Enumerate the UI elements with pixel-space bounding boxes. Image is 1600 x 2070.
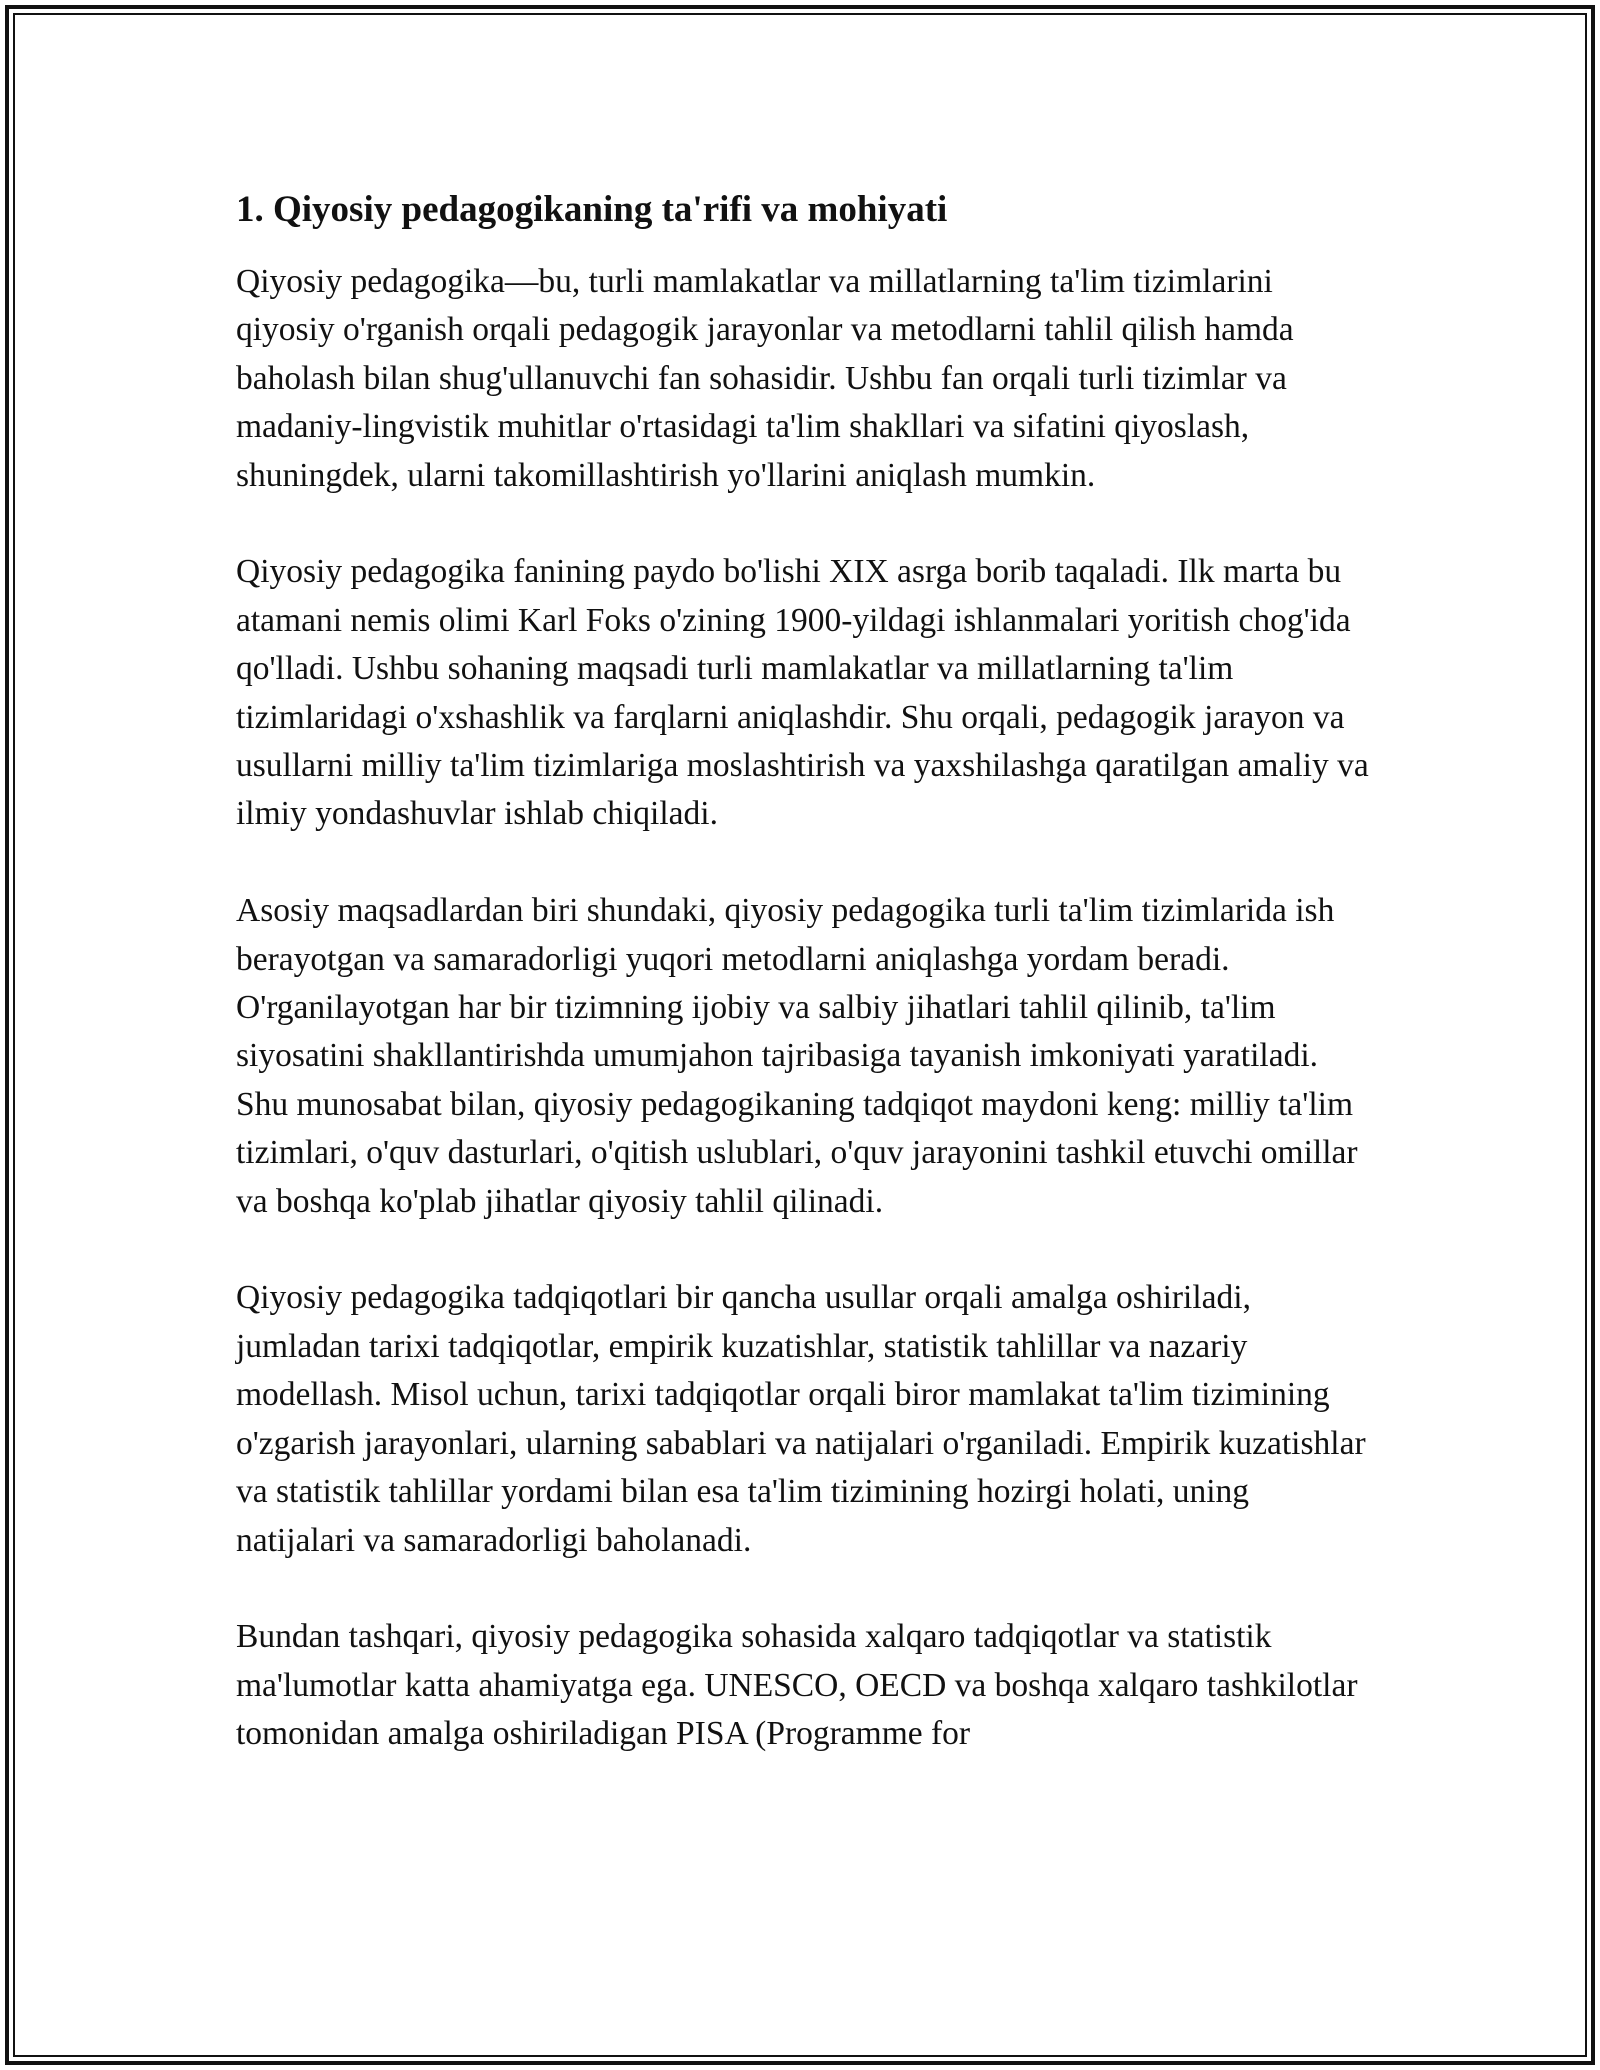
paragraph-history: Qiyosiy pedagogika fanining paydo bo'lishi XIX asrga borib taqaladi. Ilk marta bu atamani nemis olimi Karl Foks o'zining 1900-yildagi ishlanmalari yoritish chog'ida qo'lladi. Ushbu sohaning maqsadi turli mamlakatlar va millatlarning ta'lim tizimlaridagi o'xshashlik va farqlarni aniqlashdir. Shu orqali, pedagogik jarayon va usullarni milliy ta'lim tizimlariga moslashtirish va yaxshilashga qaratilgan amaliy va ilmiy yondashuvlar ishlab chiqiladi.	[236, 553, 1369, 833]
paragraph-goals: Asosiy maqsadlardan biri shundaki, qiyosiy pedagogika turli ta'lim tizimlarida ish berayotgan va samaradorligi yuqori metodlarni aniqlashga yordam beradi. O'rganilayotgan har bir tizimning ijobiy va salbiy jihatlari tahlil qilinib, ta'lim siyosatini shakllantirishda umumjahon tajribasiga tayanish imkoniyati yaratiladi. Shu munosabat bilan, qiyosiy pedagogikaning tadqiqot maydoni keng: milliy ta'lim tizimlari, o'quv dasturlari, o'qitish uslublari, o'quv jarayonini tashkil etuvchi omillar va boshqa ko'plab jihatlar qiyosiy tahlil qilinadi.	[236, 892, 1358, 1220]
paragraph-definition: Qiyosiy pedagogika—bu, turli mamlakatlar va millatlarning ta'lim tizimlarini qiyosiy o'rganish orqali pedagogik jarayonlar va metodlarni tahlil qilish hamda baholash bilan shug'ullanuvchi fan sohasidir. Ushbu fan orqali turli tizimlar va madaniy-lingvistik muhitlar o'rtasidagi ta'lim shakllari va sifatini qiyoslash, shuningdek, ularni takomillashtirish yo'llarini aniqlash mumkin.	[236, 263, 1294, 494]
paragraph-methods: Qiyosiy pedagogika tadqiqotlari bir qancha usullar orqali amalga oshiriladi, jumladan tarixi tadqiqotlar, empirik kuzatishlar, statistik tahlillar va nazariy modellash. Misol uchun, tarixi tadqiqotlar orqali biror mamlakat ta'lim tizimining o'zgarish jarayonlari, ularning sabablari va natijalari o'rganiladi. Empirik kuzatishlar va statistik tahlillar yordami bilan esa ta'lim tizimining hozirgi holati, uning natijalari va samaradorligi baholanadi.	[236, 1279, 1366, 1559]
document-body	[236, 186, 1376, 1807]
paragraph-international-research: Bundan tashqari, qiyosiy pedagogika sohasida xalqaro tadqiqotlar va statistik ma'lumotlar katta ahamiyatga ega. UNESCO, OECD va boshqa xalqaro tashkilotlar tomonidan amalga oshiriladigan PISA (Programme for	[236, 1618, 1358, 1753]
section-heading: 1. Qiyosiy pedagogikaning ta'rifi va mohiyati	[236, 189, 948, 230]
